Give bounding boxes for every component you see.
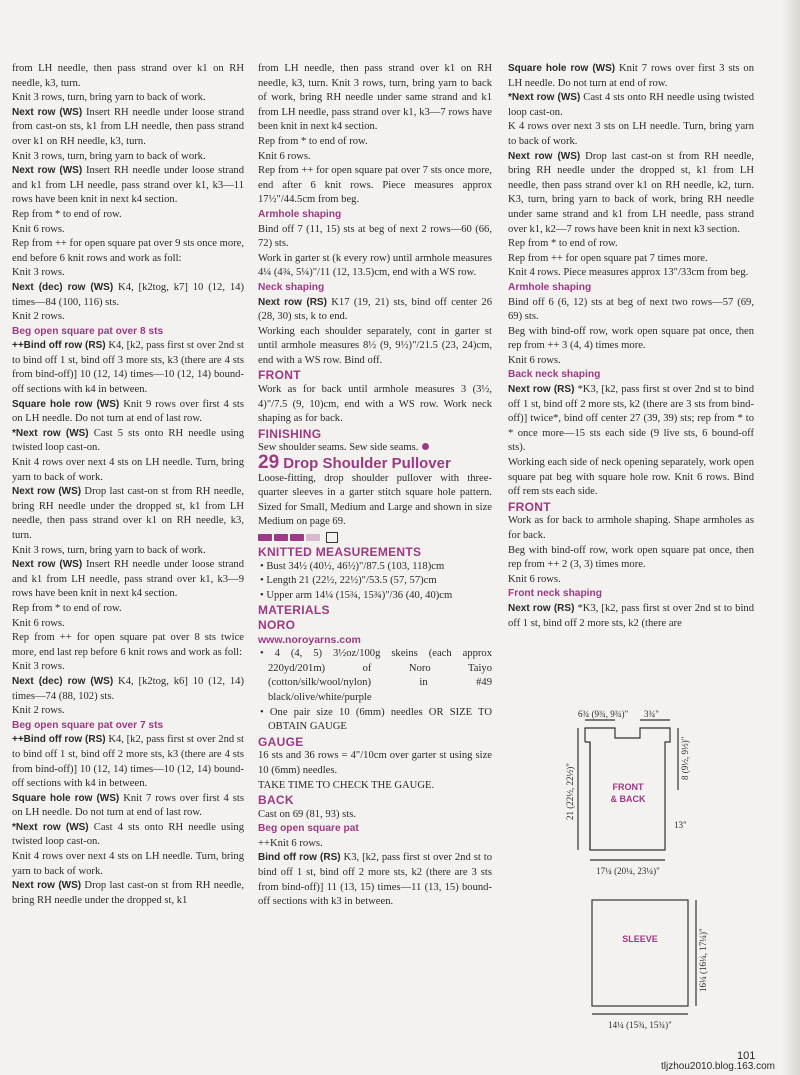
paragraph-text: Insert RH needle under loose strand and k1 from LH needle, pass strand over k1, k3—11 rows have been knit in next k4 section. [12, 165, 245, 206]
subheading: Beg open square pat [258, 823, 359, 835]
paragraph [12, 398, 244, 427]
row-label: ++Bind off row (RS) [12, 734, 106, 746]
paragraph [12, 485, 244, 543]
paragraph-text: Knit 3 rows. [12, 661, 65, 673]
section-heading: FRONT [508, 499, 551, 514]
paragraph-text: from LH needle, then pass strand over k1 on RH needle, k3, turn. Knit 3 rows, turn, bring yarn to back of work, bring RH needle under same strand and k1 from LH needle, pass strand over k1, k3—7 rows have been knit in next k4 section. [258, 63, 492, 133]
paragraph-text: Knit 7 rows over first 4 sts on LH needle. Do not turn at end of last row. [12, 792, 244, 819]
paragraph [12, 266, 244, 281]
paragraph [508, 544, 754, 573]
dim-right-armhole: 8 (9½, 9½)" [680, 736, 690, 780]
paragraph [12, 281, 244, 310]
bullet-item: • Length 21 (22½, 22½)"/53.5 (57, 57)cm [260, 575, 437, 587]
paragraph-text: Cast 5 sts onto RH needle using twisted loop cast-on. [12, 427, 245, 454]
subheading: Armhole shaping [508, 281, 592, 293]
paragraph [258, 150, 492, 165]
row-label: Next (dec) row (WS) [12, 675, 114, 687]
row-label: Square hole row (WS) [12, 398, 120, 410]
paragraph-text: Knit 4 rows. Piece measures approx 13"/33cm from beg. [508, 267, 749, 279]
paragraph-text: ++Knit 6 rows. [258, 837, 323, 849]
paragraph-text: Knit 9 rows over first 4 sts on LH needle. Do not turn at end of last row. [12, 398, 244, 425]
section-heading: FINISHING [258, 426, 322, 441]
row-label: ++Bind off row (RS) [12, 340, 106, 352]
bullet-item: • Upper arm 14¼ (15¾, 15¾)"/36 (40, 40)cm [260, 589, 453, 601]
page-spine-shadow [782, 0, 800, 1075]
paragraph-text: Knit 6 rows. [508, 354, 561, 366]
paragraph [508, 573, 754, 588]
paragraph-text: Knit 6 rows. [508, 573, 561, 585]
subheading: Neck shaping [258, 281, 325, 293]
paragraph-text: Sew shoulder seams. Sew side seams. [258, 442, 419, 454]
paragraph [12, 704, 244, 719]
bullet-item: • One pair size 10 (6mm) needles OR SIZE TO OBTAIN GAUGE [260, 706, 492, 733]
paragraph [12, 427, 244, 456]
paragraph-text: Working each shoulder separately, cont in garter st until armhole measures 8½ (9, 9½)"/21.5 (23, 24)cm, end with a WS row. Bind off. [258, 325, 492, 366]
paragraph-text: *K3, [k2, pass first st over 2nd st to bind off 1 st, bind off 2 more sts, k2 (there are 3 sts from bind-off)] twice*, bind off center 27 (39, 39) sts; rep from * to * once more—15 sts each side (9 live sts, 6 bound-off sts). [508, 384, 754, 454]
paragraph-text: Knit 3 rows. [12, 267, 65, 279]
pattern-title-text: Drop Shoulder Pullover [279, 455, 451, 473]
paragraph-text: Insert RH needle under loose strand and k1 from LH needle, pass strand over k1, k3—9 rows have been knit in next k4 section. [12, 559, 245, 600]
dim-right-lower: 13" [674, 820, 687, 830]
row-label: Square hole row (WS) [12, 792, 120, 804]
paragraph-text: Knit 3 rows, turn, bring yarn to back of work. [12, 92, 206, 104]
paragraph [12, 310, 244, 325]
paragraph [258, 749, 492, 778]
paragraph [508, 266, 754, 281]
paragraph-text: Rep from ++ for open square pat over 9 sts once more, end before 6 knit rows and work as foll: [12, 238, 244, 264]
row-label: Next row (WS) [12, 486, 82, 498]
paragraph [508, 62, 754, 91]
paragraph-text: Working each side of neck opening separately, work open square pat beg with square hole row. Knit 6 rows. Bind off rem sts each side. [508, 457, 754, 498]
paragraph-text: 16 sts and 36 rows = 4"/10cm over garter st using size 10 (6mm) needles. [258, 750, 492, 776]
paragraph [12, 660, 244, 675]
paragraph [12, 631, 244, 660]
subheading: Beg open square pat over 7 sts [12, 719, 164, 731]
paragraph [258, 252, 492, 281]
row-label: Next (dec) row (WS) [12, 281, 114, 293]
bullet-item: • 4 (4, 5) 3½oz/100g skeins (each approx 220yd/201m) of Noro Taiyo (cotton/silk/wool/nylon) in #49 black/olive/white/purple [260, 648, 492, 703]
paragraph [258, 851, 492, 909]
front-label-2: & BACK [610, 794, 646, 804]
paragraph-text: Work in garter st (k every row) until armhole measures 4¼ (4¾, 5¼)"/11 (12, 13.5)cm, end with a WS row. [258, 252, 492, 279]
paragraph [12, 733, 244, 791]
paragraph [12, 879, 244, 908]
row-label: *Next row (WS) [508, 92, 581, 104]
paragraph-text: Rep from * to end of row. [12, 602, 122, 614]
paragraph-text: Drop last cast-on st from RH needle, bring RH needle under the dropped st, k1 from LH needle, then pass strand over k1 on RH needle, k2, turn. K3, turn, bring yarn to back of work, bring RH needle under same strand and k1 from LH needle, pass strand over k1, k2—7 rows have been knit in next k3 section. [508, 150, 755, 235]
paragraph [258, 325, 492, 369]
paragraph [508, 91, 754, 120]
paragraph [258, 837, 492, 852]
paragraph-text: Bind off 7 (11, 15) sts at beg of next 2 rows—60 (66, 72) sts. [258, 223, 492, 250]
paragraph [12, 617, 244, 632]
paragraph-text: Knit 6 rows. [258, 150, 311, 162]
paragraph [12, 544, 244, 559]
paragraph-text: Drop last cast-on st from RH needle, bring RH needle under the dropped st, k1 [12, 880, 245, 906]
paragraph-text: K 4 rows over next 3 sts on LH needle. Turn, bring yarn to back of work. [508, 121, 754, 147]
dim-top-left: 6¾ (9¾, 9¾)" [578, 710, 629, 719]
paragraph [12, 456, 244, 485]
paragraph-text: Rep from ++ for open square pat over 8 sts twice more, end last rep before 6 knit rows and work as foll: [12, 632, 244, 658]
paragraph-text: Knit 4 rows over next 4 sts on LH needle. Turn, bring yarn to back of work. [12, 457, 244, 483]
paragraph-text: Rep from * to end of row. [258, 135, 368, 147]
paragraph-text: Beg with bind-off row, work open square pat once, then rep from ++ 3 (4, 4) times more. [508, 325, 754, 352]
paragraph [12, 339, 244, 397]
paragraph-text: K4, [k2tog, k6] 10 (12, 14) times—74 (88, 102) sts. [12, 675, 244, 702]
skill-level-bar [258, 534, 272, 541]
paragraph-text: Rep from ++ for open square pat 7 times more. [508, 252, 708, 264]
paragraph-text: Work as for back until armhole measures 3 (3½, 4)"/7.5 (9, 10)cm, end with a WS row. Work neck shaping as for back. [258, 384, 492, 425]
dim-bottom-width: 17¼ (20¼, 23¼)" [596, 866, 660, 876]
wash-care-icon [326, 532, 338, 543]
paragraph [258, 296, 492, 325]
paragraph [508, 456, 754, 500]
paragraph-text: Knit 3 rows, turn, bring yarn to back of work. [12, 544, 206, 556]
watermark-url: tljzhou2010.blog.163.com [661, 1061, 775, 1072]
skill-level-bar [274, 534, 288, 541]
paragraph-text: K17 (19, 21) sts, bind off center 26 (28, 30) sts, k to end. [258, 296, 493, 323]
paragraph-text: K4, [k2, pass first st over 2nd st to bind off 1 st, bind off 2 more sts, k3 (there are 4 sts from bind-off)] 10 (12, 14) times—10 (12, 14) bound-off sections with k4 in between. [12, 734, 244, 790]
paragraph [508, 354, 754, 369]
paragraph-text: Cast 4 sts onto RH needle using twisted loop cast-on. [508, 92, 755, 118]
skill-level-bar [290, 534, 304, 541]
paragraph [12, 821, 244, 850]
paragraph [508, 602, 754, 631]
paragraph-text: Knit 2 rows. [12, 311, 65, 323]
paragraph [258, 808, 492, 823]
paragraph-text: Beg with bind-off row, work open square pat once, then rep from ++ 2 (3, 3) times more. [508, 544, 754, 571]
paragraph [508, 120, 754, 149]
paragraph-text: Work as for back to armhole shaping. Shape armholes as for back. [508, 515, 754, 541]
skill-level-bar [306, 534, 320, 541]
paragraph [258, 223, 492, 252]
dim-sleeve-length: 16¼ (16¼, 17¼)" [698, 928, 708, 992]
bullet-item: • Bust 34½ (40½, 46½)"/87.5 (103, 118)cm [260, 560, 445, 572]
sleeve-label: SLEEVE [622, 934, 658, 944]
paragraph-text: Knit 7 rows over first 3 sts on LH needle. Do not turn at end of row. [508, 63, 755, 89]
row-label: Next row (WS) [12, 880, 82, 892]
section-heading: NORO [258, 617, 296, 632]
subheading: Front neck shaping [508, 588, 602, 600]
paragraph [258, 383, 492, 427]
paragraph-text: *K3, [k2, pass first st over 2nd st to bind off 1 st, bind off 2 more sts, k2 (there are [508, 602, 754, 629]
subheading: Armhole shaping [258, 208, 342, 220]
paragraph [258, 62, 492, 135]
paragraph-text: Knit 3 rows, turn, bring yarn to back of work. [12, 150, 206, 162]
paragraph [12, 106, 244, 150]
dim-top-right: 3¾" [644, 710, 659, 719]
paragraph [258, 164, 492, 208]
paragraph [258, 472, 492, 530]
paragraph-text: Loose-fitting, drop shoulder pullover with three-quarter sleeves in a garter stitch square hole pattern. Sized for Small, Medium and Large and shown in size Medium on page 69. [258, 472, 492, 528]
row-label: Next row (WS) [12, 106, 83, 118]
dim-left-length: 21 (22½, 22½)" [565, 763, 575, 820]
paragraph-text: K4, [k2, pass first st over 2nd st to bind off 1 st, bind off 3 more sts, k3 (there are 4 sts from bind-off)] 10 (12, 14) times—10 (12, 14) bound-off sections with k4 in between. [12, 340, 244, 396]
paragraph-text: TAKE TIME TO CHECK THE GAUGE. [258, 779, 435, 791]
paragraph-text: Drop last cast-on st from RH needle, bring RH needle under the dropped st, k1 from LH needle, then pass strand over k1 on RH needle, k3, turn. [12, 486, 245, 541]
paragraph-text: Bind off 6 (6, 12) sts at beg of next two rows—57 (69, 69) sts. [508, 296, 754, 323]
schematic-diagram [540, 710, 740, 1030]
paragraph [508, 252, 754, 267]
column-1 [12, 62, 244, 908]
paragraph [12, 164, 244, 208]
brand-url: www.noroyarns.com [258, 633, 361, 646]
subheading: Back neck shaping [508, 369, 601, 381]
paragraph-text: from LH needle, then pass strand over k1 on RH needle, k3, turn. [12, 63, 244, 89]
paragraph [12, 237, 244, 266]
section-heading: GAUGE [258, 734, 304, 749]
row-label: Next row (WS) [12, 559, 83, 571]
paragraph-text: Insert RH needle under loose strand from cast-on sts, k1 from LH needle, then pass strand over k1 on RH needle, k3, turn. [12, 106, 245, 147]
paragraph [12, 602, 244, 617]
section-heading: FRONT [258, 368, 301, 383]
section-heading: KNITTED MEASUREMENTS [258, 545, 422, 559]
paragraph [12, 792, 244, 821]
pattern-number: 29 [258, 452, 280, 474]
paragraph-text: Cast 4 sts onto RH needle using twisted loop cast-on. [12, 821, 245, 848]
section-heading: MATERIALS [258, 603, 330, 618]
paragraph-text: Cast on 69 (81, 93) sts. [258, 808, 356, 820]
paragraph [12, 150, 244, 165]
section-heading: BACK [258, 793, 294, 808]
paragraph-text: Knit 4 rows over next 4 sts on LH needle. Turn, bring yarn to back of work. [12, 851, 244, 877]
paragraph-text: Rep from ++ for open square pat over 7 sts once more, end after 6 knit rows. Piece measures approx 17½"/44.5cm from beg. [258, 165, 492, 206]
front-label-1: FRONT [612, 782, 644, 792]
pattern-title [258, 452, 492, 474]
paragraph [12, 62, 244, 91]
paragraph-text: Rep from * to end of row. [12, 208, 122, 220]
paragraph [258, 135, 492, 150]
paragraph [508, 296, 754, 325]
paragraph [508, 237, 754, 252]
subheading: Beg open square pat over 8 sts [12, 325, 164, 337]
row-label: Bind off row (RS) [258, 852, 341, 864]
sleeve-outline [592, 900, 688, 1006]
paragraph-text: Rep from * to end of row. [508, 238, 618, 250]
row-label: *Next row (WS) [12, 427, 89, 439]
dim-sleeve-width: 14¼ (15¾, 15¾)" [608, 1020, 672, 1030]
paragraph [508, 150, 754, 238]
skill-level-indicator [258, 532, 492, 543]
paragraph [258, 441, 492, 456]
row-label: Square hole row (WS) [508, 63, 616, 74]
paragraph [258, 779, 492, 794]
paragraph [508, 383, 754, 456]
row-label: Next row (RS) [258, 296, 327, 308]
row-label: *Next row (WS) [12, 821, 89, 833]
paragraph-text: Knit 6 rows. [12, 617, 65, 629]
row-label: Next row (RS) [508, 602, 575, 614]
page-number: 101 [737, 1050, 756, 1062]
row-label: Next row (WS) [12, 165, 83, 177]
paragraph-text: Knit 2 rows. [12, 705, 65, 717]
paragraph [12, 850, 244, 879]
paragraph [12, 208, 244, 223]
column-3 [508, 62, 754, 631]
paragraph [12, 675, 244, 704]
paragraph [508, 514, 754, 543]
paragraph [12, 558, 244, 602]
row-label: Next row (WS) [508, 150, 581, 162]
column-2 [258, 62, 492, 910]
paragraph-text: K3, [k2, pass first st over 2nd st to bind off 1 st, bind off 2 more sts, k2 (there are 3 sts from bind-off)] 11 (13, 15) times—11 (13, 15) bound-off sections with k3 in between. [258, 852, 492, 908]
paragraph [12, 91, 244, 106]
paragraph [12, 223, 244, 238]
paragraph-text: Knit 6 rows. [12, 223, 65, 235]
row-label: Next row (RS) [508, 384, 575, 396]
paragraph [508, 325, 754, 354]
paragraph-text: K4, [k2tog, k7] 10 (12, 14) times—84 (100, 116) sts. [12, 281, 244, 308]
end-bullet-icon [422, 443, 429, 450]
